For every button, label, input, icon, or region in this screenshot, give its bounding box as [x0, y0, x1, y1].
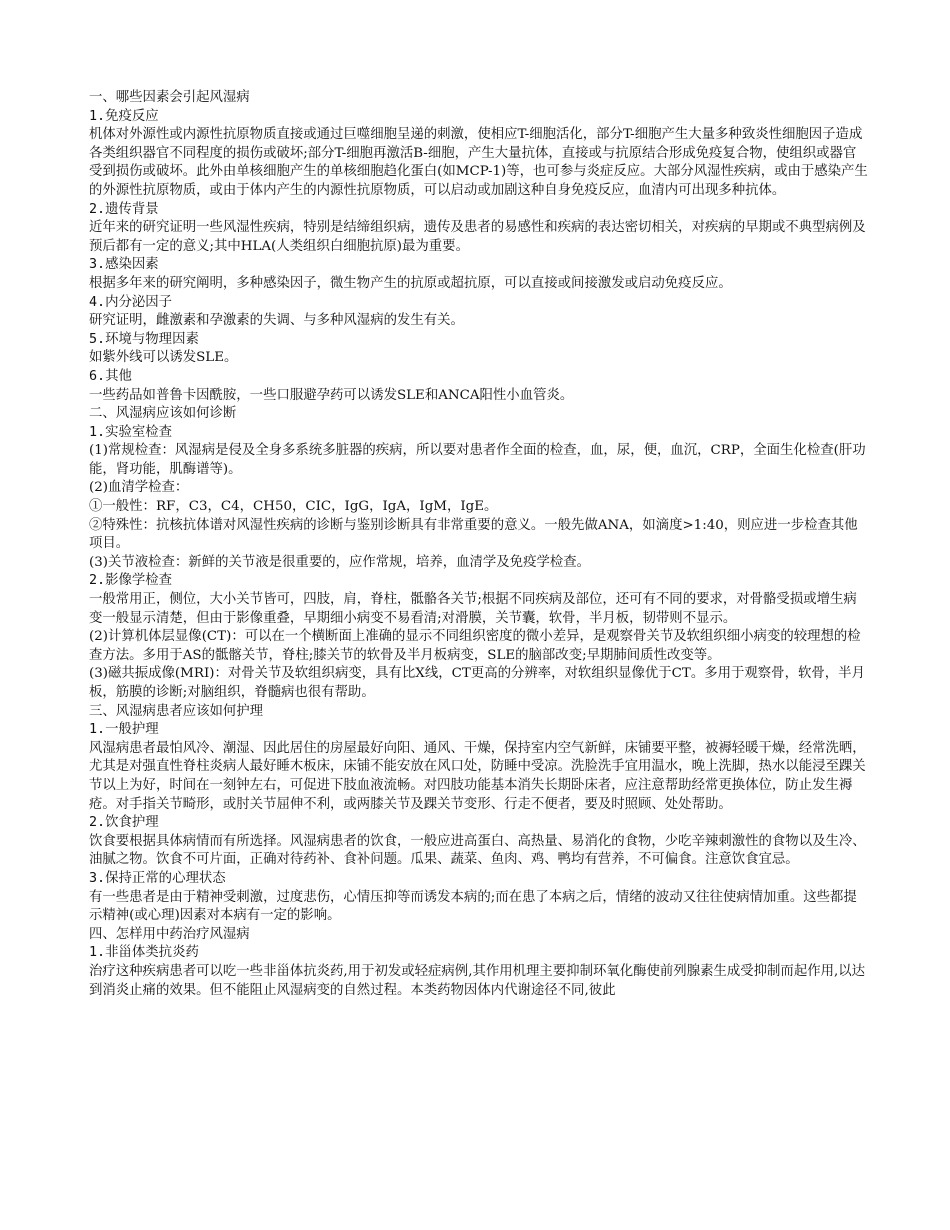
paragraph-mri: (3)磁共振成像(MRI)：对骨关节及软组织病变，具有比X线，CT更高的分辨率，对软组织显像优于CT。多用于观察骨，软骨，半月板，筋膜的诊断;对脑组织，脊髓病也很有帮助。 — [89, 666, 865, 700]
subheading-imaging: 2.影像学检查 — [89, 573, 173, 589]
paragraph-joint-fluid: (3)关节液检查：新鲜的关节液是很重要的，应作常规，培养，血清学及免疫学检查。 — [89, 554, 591, 570]
document-body — [89, 89, 868, 1000]
subheading-other: 6.其他 — [89, 368, 132, 384]
subheading-diet-care: 2.饮食护理 — [89, 815, 159, 831]
subheading-lab-tests: 1.实验室检查 — [89, 424, 173, 440]
paragraph-serology-special: ②特殊性：抗核抗体谱对风湿性疾病的诊断与鉴别诊断具有非常重要的意义。一般先做ANA，如滴度>1:40，则应进一步检查其他项目。 — [89, 517, 858, 552]
paragraph-nsaids: 治疗这种疾病患者可以吃一些非甾体抗炎药,用于初发或轻症病例,其作用机理主要抑制环氧化酶使前列腺素生成受抑制而起作用,以达到消炎止痛的效果。但不能阻止风湿病变的自然过程。本类药物因体内代谢途径不同,彼此 — [89, 963, 866, 998]
section-heading-treatment: 四、怎样用中药治疗风湿病 — [89, 926, 250, 942]
paragraph-ct: (2)计算机体层显像(CT)：可以在一个横断面上准确的显示不同组织密度的微小差异，是观察骨关节及软组织细小病变的较理想的检查方法。多用于AS的骶髂关节，脊柱;膝关节的软骨及半月板病变，SLE的脑部改变;早期肺间质性改变等。 — [89, 629, 861, 663]
paragraph-immune-response: 机体对外源性或内源性抗原物质直接或通过巨噬细胞呈递的刺激，使相应T-细胞活化，部分T-细胞产生大量多种致炎性细胞因子造成各类组织器官不同程度的损伤或破坏;部分T-细胞再激活B-细胞，产生大量抗体，直接或与抗原结合形成免疫复合物，使组织或器官受到损伤或破坏。此外由单核细胞产生的单核细胞趋化蛋白(如MCP-1)等，也可参与炎症反应。大部分风湿性疾病，或由于感染产生的外源性抗原物质，或由于体内产生的内源性抗原物质，可以启动或加剧这种自身免疫反应，血清内可出现多种抗体。 — [89, 127, 868, 198]
subheading-general-care: 1.一般护理 — [89, 722, 159, 738]
subheading-infection: 3.感染因素 — [89, 257, 159, 273]
paragraph-infection: 根据多年来的研究阐明，多种感染因子，微生物产生的抗原或超抗原，可以直接或间接激发或启动免疫反应。 — [89, 275, 732, 291]
subheading-endocrine: 4.内分泌因子 — [89, 294, 173, 310]
subheading-immune-response: 1.免疫反应 — [89, 108, 159, 124]
section-heading-care: 三、风湿病患者应该如何护理 — [89, 703, 264, 719]
paragraph-environment: 如紫外线可以诱发SLE。 — [89, 350, 238, 366]
subheading-environment: 5.环境与物理因素 — [89, 331, 199, 347]
subheading-mental-state: 3.保持正常的心理状态 — [89, 870, 226, 886]
paragraph-serology-heading: (2)血清学检查： — [89, 480, 189, 496]
paragraph-endocrine: 研究证明，雌激素和孕激素的失调、与多种风湿病的发生有关。 — [89, 313, 464, 329]
paragraph-mental-state: 有一些患者是由于精神受刺激，过度悲伤，心情压抑等而诱发本病的;而在患了本病之后，情绪的波动又往往使病情加重。这些都提示精神(或心理)因素对本病有一定的影响。 — [89, 889, 857, 924]
subheading-nsaids: 1.非甾体类抗炎药 — [89, 945, 199, 961]
paragraph-routine-tests: (1)常规检查：风湿病是侵及全身多系统多脏器的疾病，所以要对患者作全面的检查，血，尿，便，血沉，CRP，全面生化检查(肝功能，肾功能，肌酶谱等)。 — [89, 443, 866, 477]
paragraph-general-care: 风湿病患者最怕风冷、潮湿、因此居住的房屋最好向阳、通风、干燥，保持室内空气新鲜，床铺要平整，被褥轻暖干燥，经常洗晒，尤其是对强直性脊柱炎病人最好睡木板床，床铺不能安放在风口处，防睡中受凉。洗脸洗手宜用温水，晚上洗脚，热水以能浸至踝关节以上为好，时间在一刻钟左右，可促进下肢血液流畅。对四肢功能基本消失长期卧床者，应注意帮助经常更换体位，防止发生褥疮。对手指关节畸形，或肘关节屈伸不利，或两膝关节及踝关节变形、行走不便者，要及时照顾、处处帮助。 — [89, 740, 866, 812]
paragraph-xray: 一般常用正，侧位，大小关节皆可，四肢，肩，脊柱，骶骼各关节;根据不同疾病及部位，还可有不同的要求，对骨骼受损或增生病变一般显示清楚，但由于影像重叠，早期细小病变不易看清;对滑膜，关节囊，软骨，半月板，韧带则不显示。 — [89, 592, 857, 626]
paragraph-serology-general: ①一般性：RF，C3，C4，CH50，CIC，IgG，IgA，IgM，IgE。 — [89, 499, 498, 515]
section-heading-causes: 一、哪些因素会引起风湿病 — [89, 90, 250, 105]
subheading-genetics: 2.遗传背景 — [89, 201, 159, 217]
paragraph-diet-care: 饮食要根据具体病情而有所选择。风湿病患者的饮食，一般应进高蛋白、高热量、易消化的食物，少吃辛辣刺激性的食物以及生冷、油腻之物。饮食不可片面，正确对待药补、食补问题。瓜果、蔬菜、鱼肉、鸡、鸭均有营养，不可偏食。注意饮食宜忌。 — [89, 833, 866, 868]
paragraph-other: 一些药品如普鲁卡因酰胺，一些口服避孕药可以诱发SLE和ANCA阳性小血管炎。 — [89, 387, 574, 403]
section-heading-diagnosis: 二、风湿病应该如何诊断 — [89, 406, 237, 422]
paragraph-genetics: 近年来的研究证明一些风湿性疾病，特别是结缔组织病，遗传及患者的易感性和疾病的表达密切相关，对疾病的早期或不典型病例及预后都有一定的意义;其中HLA(人类组织白细胞抗原)最为重要。 — [89, 220, 866, 254]
